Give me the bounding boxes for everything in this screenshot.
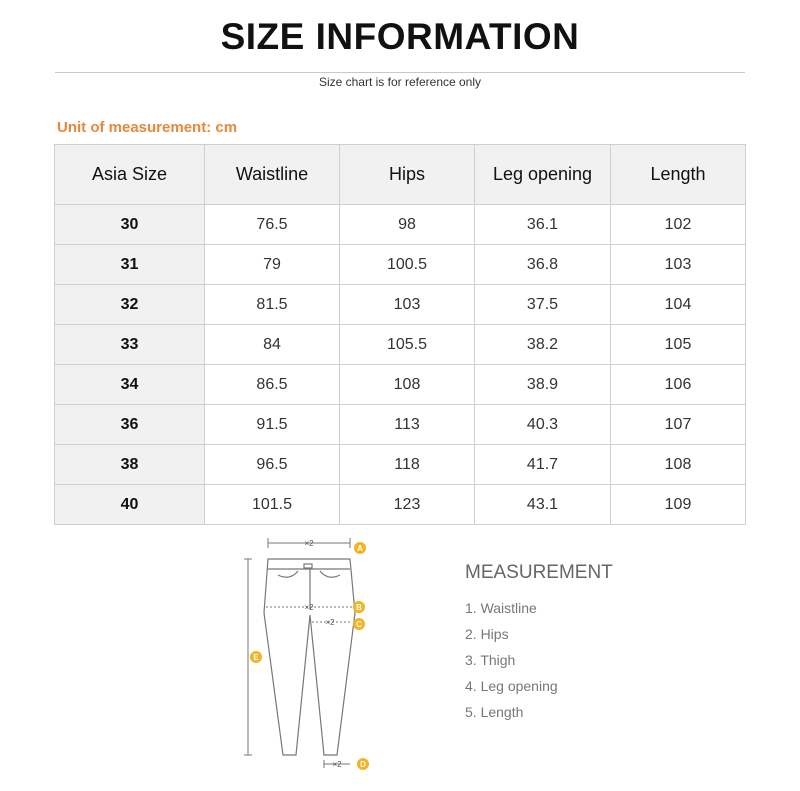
table-row [55, 485, 746, 525]
table-row [55, 365, 746, 405]
length-cell: 108 [611, 445, 746, 485]
leg-opening-cell: 37.5 [475, 285, 611, 325]
table-row [55, 325, 746, 365]
table-row [55, 205, 746, 245]
size-cell: 32 [55, 285, 205, 325]
leg-opening-cell: 38.2 [475, 325, 611, 365]
pants-outline-icon [264, 559, 355, 755]
hips-cell: 103 [340, 285, 475, 325]
size-cell: 30 [55, 205, 205, 245]
multiplier-label-a: ×2 [304, 539, 314, 548]
measurement-item: 4. Leg opening [465, 678, 558, 694]
multiplier-label-c: ×2 [325, 618, 335, 627]
column-header-asia-size: Asia Size [55, 145, 205, 205]
table-row [55, 285, 746, 325]
table-row [55, 445, 746, 485]
column-header-length: Length [611, 145, 746, 205]
hips-cell: 108 [340, 365, 475, 405]
marker-d [357, 758, 369, 770]
size-cell: 36 [55, 405, 205, 445]
measurement-item: 1. Waistline [465, 600, 537, 616]
svg-text:E: E [253, 653, 259, 662]
length-cell: 109 [611, 485, 746, 525]
table-row [55, 405, 746, 445]
column-header-waistline: Waistline [205, 145, 340, 205]
unit-note: Unit of measurement: cm [57, 119, 238, 136]
leg-opening-cell: 43.1 [475, 485, 611, 525]
length-cell: 106 [611, 365, 746, 405]
measurement-item: 3. Thigh [465, 652, 516, 668]
marker-c [353, 618, 365, 630]
waistline-cell: 76.5 [205, 205, 340, 245]
svg-text:C: C [356, 620, 362, 629]
pants-measurement-diagram [240, 535, 380, 780]
leg-opening-cell: 38.9 [475, 365, 611, 405]
multiplier-label-b: ×2 [304, 603, 314, 612]
hips-cell: 98 [340, 205, 475, 245]
hips-cell: 105.5 [340, 325, 475, 365]
length-cell: 105 [611, 325, 746, 365]
hips-cell: 100.5 [340, 245, 475, 285]
column-header-hips: Hips [340, 145, 475, 205]
page-title: SIZE INFORMATION [220, 16, 580, 57]
length-cell: 103 [611, 245, 746, 285]
waistline-cell: 101.5 [205, 485, 340, 525]
waistline-cell: 84 [205, 325, 340, 365]
hips-cell: 118 [340, 445, 475, 485]
length-cell: 104 [611, 285, 746, 325]
measurement-item: 5. Length [465, 704, 524, 720]
leg-opening-cell: 36.1 [475, 205, 611, 245]
leg-opening-cell: 36.8 [475, 245, 611, 285]
marker-a [354, 542, 366, 554]
svg-text:A: A [357, 544, 363, 553]
leg-opening-cell: 40.3 [475, 405, 611, 445]
reference-note: Size chart is for reference only [318, 75, 482, 89]
svg-text:D: D [360, 760, 366, 769]
size-cell: 34 [55, 365, 205, 405]
svg-text:B: B [356, 603, 362, 612]
table-row [55, 245, 746, 285]
marker-b [353, 601, 365, 613]
measurement-item: 2. Hips [465, 626, 509, 642]
leg-opening-cell: 41.7 [475, 445, 611, 485]
length-cell: 102 [611, 205, 746, 245]
size-cell: 40 [55, 485, 205, 525]
waistline-cell: 96.5 [205, 445, 340, 485]
size-cell: 31 [55, 245, 205, 285]
length-cell: 107 [611, 405, 746, 445]
size-cell: 33 [55, 325, 205, 365]
hips-cell: 123 [340, 485, 475, 525]
waistline-cell: 86.5 [205, 365, 340, 405]
waistline-cell: 79 [205, 245, 340, 285]
hips-cell: 113 [340, 405, 475, 445]
table-header-row [55, 145, 746, 205]
measurement-heading: MEASUREMENT [465, 562, 613, 583]
measurement-list [465, 598, 558, 728]
marker-e [250, 651, 262, 663]
title-divider [55, 72, 745, 73]
waistline-cell: 81.5 [205, 285, 340, 325]
size-cell: 38 [55, 445, 205, 485]
multiplier-label-d: ×2 [332, 760, 342, 769]
waistline-cell: 91.5 [205, 405, 340, 445]
size-table [54, 144, 746, 525]
column-header-leg-opening: Leg opening [475, 145, 611, 205]
